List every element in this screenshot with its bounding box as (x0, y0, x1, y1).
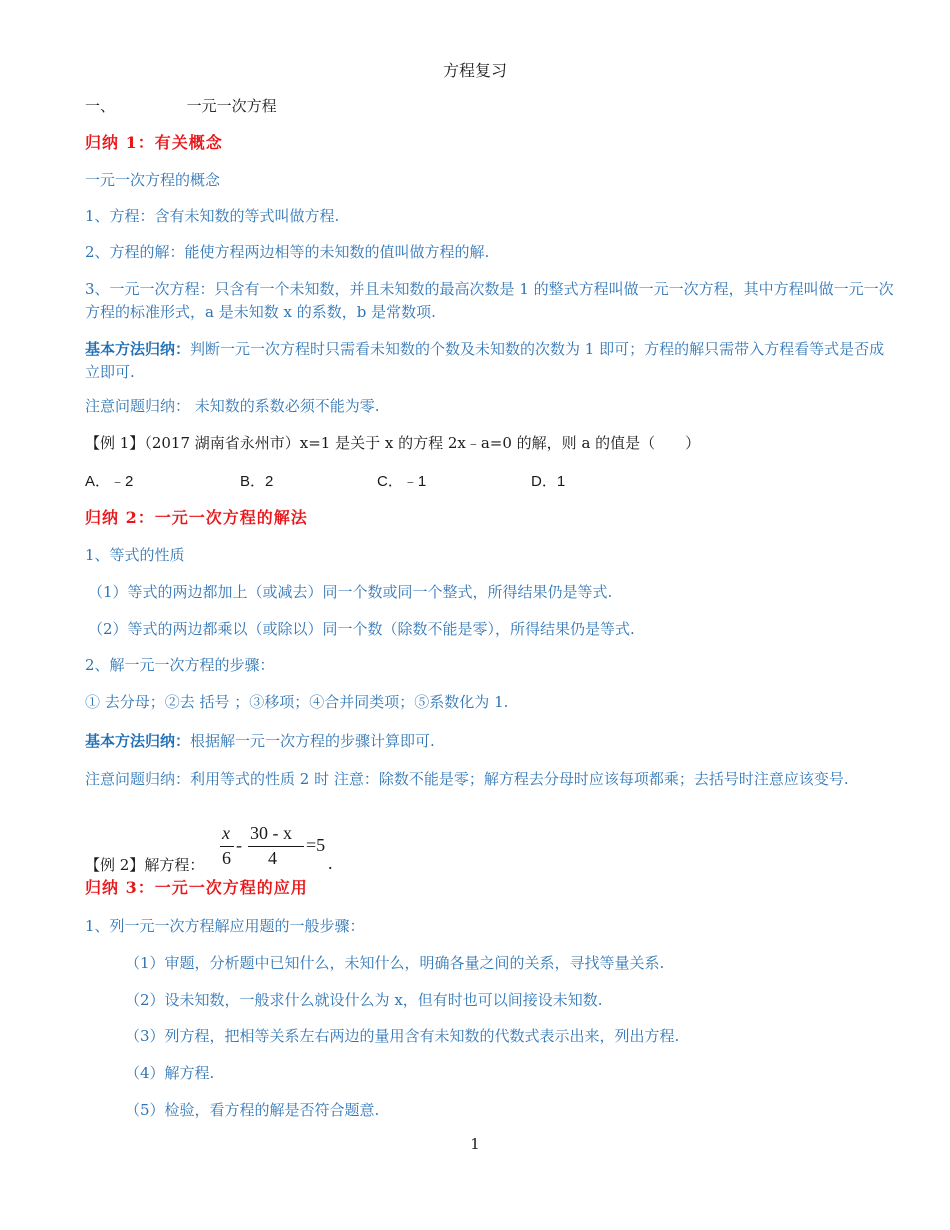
equation-end: . (328, 853, 333, 873)
option-a: A．﹣2 (85, 473, 134, 490)
application-step-2: （2）设未知数，一般求什么就设什么为 x，但有时也可以间接设未知数. (125, 991, 603, 1009)
concept-item-1: 1、方程：含有未知数的等式叫做方程. (85, 207, 340, 225)
method-text: 判断一元一次方程时只需看未知数的个数及未知数的次数为 1 即可；方程的解只需带入方程看等式是否成立即可. (85, 340, 885, 381)
minus-sign: - (236, 835, 242, 855)
solving-steps: ① 去分母；②去 括号 ；③移项；④合并同类项；⑤系数化为 1. (85, 693, 509, 711)
method-label: 基本方法归纳： (85, 340, 191, 358)
concept-title: 一元一次方程的概念 (85, 171, 221, 189)
option-b: B．2 (240, 473, 274, 490)
note-summary-2 (85, 768, 895, 791)
fraction-2-denominator: 4 (268, 848, 277, 868)
property-title: 1、等式的性质 (85, 546, 185, 564)
concept-item-3: 3、一元一次方程：只含有一个未知数，并且未知数的最高次数是 1 的整式方程叫做一元一次方程，其中方程叫做一元一次方程的标准形式，a 是未知数 x 的系数，b 是常数项. (85, 280, 894, 321)
method-text-2: 根据解一元一次方程的步骤计算即可. (190, 732, 435, 750)
steps-title: 2、解一元一次方程的步骤： (85, 656, 275, 674)
example-1 (85, 433, 700, 453)
fraction-1-numerator: x (222, 823, 230, 843)
section-number: 一、 (85, 97, 116, 115)
fraction-2-bar (248, 846, 304, 847)
application-title: 1、列一元一次方程解应用题的一般步骤： (85, 917, 365, 935)
option-d: D．1 (531, 473, 566, 490)
equation-rhs: =5 (306, 835, 326, 855)
fraction-2-numerator: 30 - x (250, 823, 292, 843)
application-step-4: （4）解方程. (125, 1064, 215, 1082)
option-c: C．﹣1 (377, 473, 427, 490)
concept-item-2: 2、方程的解：能使方程两边相等的未知数的值叫做方程的解. (85, 243, 490, 261)
note-label-2: 注意问题归纳： (85, 770, 191, 788)
fraction-1-bar (220, 846, 234, 847)
page-number: 1 (470, 1135, 480, 1153)
section-heading (85, 96, 277, 116)
induction-1-heading: 归纳 1：有关概念 (85, 133, 223, 152)
example-2-text: 解方程： (144, 856, 205, 874)
property-2: （2）等式的两边都乘以（或除以）同一个数（除数不能是零），所得结果仍是等式. (88, 620, 635, 638)
method-summary-2 (85, 731, 435, 751)
fraction-1-denominator: 6 (222, 848, 231, 868)
method-label-2: 基本方法归纳： (85, 732, 191, 750)
property-1: （1）等式的两边都加上（或减去）同一个数或同一个整式，所得结果仍是等式. (88, 583, 613, 601)
note-label: 注意问题归纳： (85, 397, 191, 415)
application-step-1: （1）审题，分析题中已知什么，未知什么，明确各量之间的关系，寻找等量关系. (125, 954, 665, 972)
example-1-text: （2017 湖南省永州市）x=1 是关于 x 的方程 2x﹣a=0 的解，则 a 的值是（ ） (144, 434, 701, 452)
note-text: 未知数的系数必须不能为零. (194, 397, 380, 415)
application-step-3: （3）列方程，把相等关系左右两边的量用含有未知数的代数式表示出来，列出方程. (125, 1027, 680, 1045)
induction-3-heading: 归纳 3：一元一次方程的应用 (85, 878, 308, 897)
method-summary-1 (85, 338, 895, 384)
equation-formula (218, 823, 338, 873)
page-title: 方程复习 (442, 61, 507, 80)
note-summary-1 (85, 396, 380, 416)
section-title: 一元一次方程 (186, 97, 277, 115)
application-step-5: （5）检验，看方程的解是否符合题意. (125, 1101, 380, 1119)
example-2-label: 【例 2】 (85, 856, 145, 874)
example-1-label: 【例 1】 (85, 434, 145, 452)
example-2 (85, 855, 204, 875)
note-text-2: 利用等式的性质 2 时 注意：除数不能是零；解方程去分母时应该每项都乘；去括号时注意应该变号. (190, 770, 849, 788)
induction-2-heading: 归纳 2：一元一次方程的解法 (85, 508, 308, 527)
